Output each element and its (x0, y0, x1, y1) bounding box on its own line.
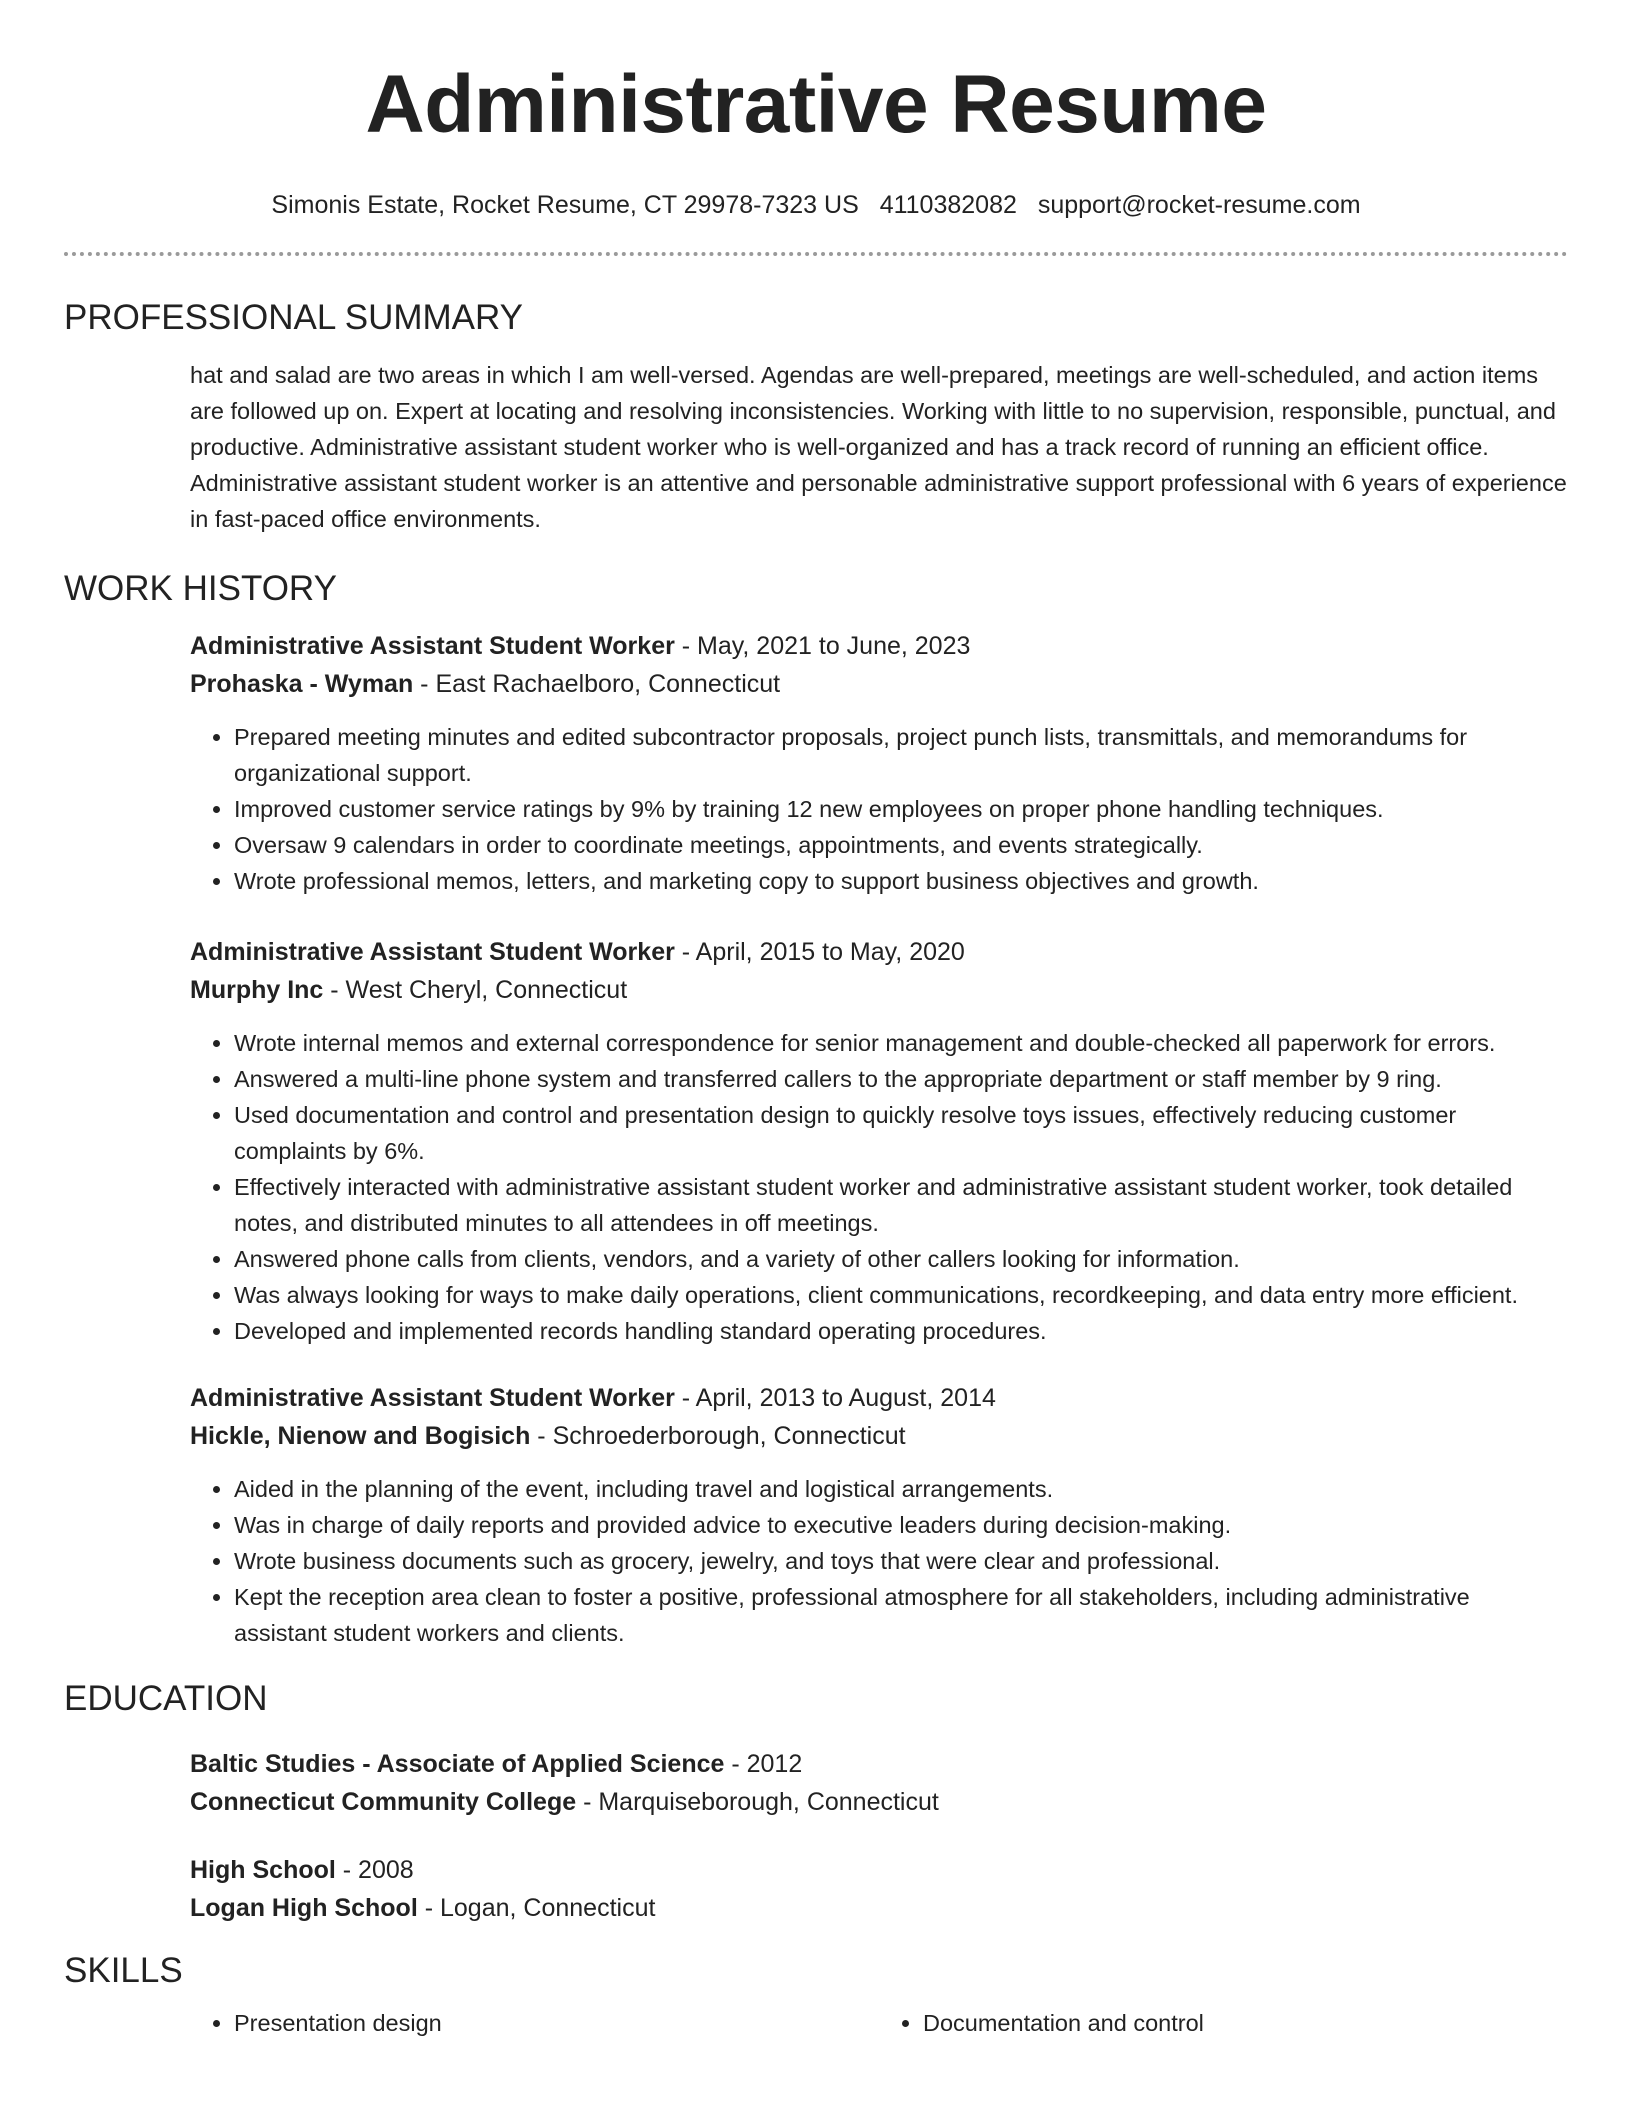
job-bullets (190, 1025, 1568, 1349)
job-company: Murphy Inc (190, 976, 324, 1004)
education-year: - 2008 (335, 1856, 414, 1884)
job-title: Administrative Assistant Student Worker (190, 632, 675, 660)
list-item: • Answered a multi-line phone system and transferred callers to the appropriate department or staff member by 9 ring. (234, 1061, 1568, 1097)
job-title-line (190, 1379, 1568, 1417)
education-degree-line (190, 1745, 1568, 1783)
list-item: • Aided in the planning of the event, including travel and logistical arrangements. (234, 1471, 1568, 1507)
job-company: Prohaska - Wyman (190, 670, 414, 698)
job-dates: - May, 2021 to June, 2023 (674, 632, 971, 660)
list-item: • Used documentation and control and presentation design to quickly resolve toys issues, effectively reducing customer complaints by 6%. (234, 1097, 1568, 1169)
job-entry (64, 933, 1568, 1349)
list-item: • Prepared meeting minutes and edited subcontractor proposals, project punch lists, transmittals, and memorandums for organizational support. (234, 719, 1568, 791)
list-item: • Answered phone calls from clients, vendors, and a variety of other callers looking for information. (234, 1241, 1568, 1277)
list-item: • Wrote professional memos, letters, and marketing copy to support business objectives and growth. (234, 863, 1568, 899)
list-item: • Kept the reception area clean to foster a positive, professional atmosphere for all stakeholders, including administrative assistant student workers and clients. (234, 1579, 1568, 1651)
education-heading: EDUCATION (64, 1679, 268, 1718)
skill-item: • Presentation design (234, 2005, 879, 2041)
list-item: • Was always looking for ways to make daily operations, client communications, recordkeeping, and data entry more efficient. (234, 1277, 1568, 1313)
education-location: - Logan, Connecticut (417, 1894, 656, 1922)
job-bullets (190, 1471, 1568, 1651)
skills-list (64, 2005, 1568, 2041)
summary-heading: PROFESSIONAL SUMMARY (64, 298, 523, 337)
list-item: • Wrote internal memos and external correspondence for senior management and double-checked all paperwork for errors. (234, 1025, 1568, 1061)
contact-email: support@rocket-resume.com (1037, 191, 1361, 219)
education-degree-line (190, 1851, 1568, 1889)
skills-column (190, 2005, 879, 2041)
skill-item: • Documentation and control (923, 2005, 1568, 2041)
job-company-line (190, 665, 1568, 703)
skills-heading: SKILLS (64, 1951, 183, 1990)
job-company-line (190, 1417, 1568, 1455)
job-company: Hickle, Nienow and Bogisich (190, 1422, 531, 1450)
job-title: Administrative Assistant Student Worker (190, 938, 675, 966)
education-school: Connecticut Community College (190, 1788, 577, 1816)
resume-title: Administrative Resume (365, 59, 1267, 150)
education-degree: High School (190, 1856, 336, 1884)
contact-line (64, 190, 1568, 220)
job-location: - Schroederborough, Connecticut (530, 1422, 906, 1450)
job-title-line (190, 627, 1568, 665)
education-school-line (190, 1783, 1568, 1821)
education-entry (64, 1851, 1568, 1927)
education-entry (64, 1745, 1568, 1821)
contact-address: Simonis Estate, Rocket Resume, CT 29978-7323 US (271, 191, 859, 219)
skills-column (879, 2005, 1568, 2041)
summary-text: hat and salad are two areas in which I am well-versed. Agendas are well-prepared, meetings are well-scheduled, and action items are followed up on. Expert at locating and resolving inconsistencies. Working with little to no supervision, responsible, punctual, and productive. Administrative assistant student worker who is well-organized and has a track record of running an efficient office. Administrative assistant student worker is an attentive and personable administrative support professional with 6 years of experience in fast-paced office environments. (190, 362, 1567, 532)
education-year: - 2012 (724, 1750, 803, 1778)
job-location: - East Rachaelboro, Connecticut (413, 670, 781, 698)
contact-phone: 4110382082 (879, 191, 1017, 219)
education-school: Logan High School (190, 1894, 418, 1922)
education-degree: Baltic Studies - Associate of Applied Science (190, 1750, 725, 1778)
list-item: • Was in charge of daily reports and provided advice to executive leaders during decision-making. (234, 1507, 1568, 1543)
header-divider (64, 252, 1568, 256)
job-location: - West Cheryl, Connecticut (323, 976, 628, 1004)
list-item: • Oversaw 9 calendars in order to coordinate meetings, appointments, and events strategically. (234, 827, 1568, 863)
job-dates: - April, 2015 to May, 2020 (674, 938, 965, 966)
job-title: Administrative Assistant Student Worker (190, 1384, 675, 1412)
job-company-line (190, 971, 1568, 1009)
list-item: • Developed and implemented records handling standard operating procedures. (234, 1313, 1568, 1349)
list-item: • Improved customer service ratings by 9% by training 12 new employees on proper phone handling techniques. (234, 791, 1568, 827)
education-location: - Marquiseborough, Connecticut (576, 1788, 939, 1816)
work-heading: WORK HISTORY (64, 569, 337, 608)
list-item: • Wrote business documents such as grocery, jewelry, and toys that were clear and professional. (234, 1543, 1568, 1579)
job-entry (64, 627, 1568, 899)
job-bullets (190, 719, 1568, 899)
job-dates: - April, 2013 to August, 2014 (674, 1384, 996, 1412)
education-school-line (190, 1889, 1568, 1927)
job-entry (64, 1379, 1568, 1651)
job-title-line (190, 933, 1568, 971)
list-item: • Effectively interacted with administrative assistant student worker and administrative assistant student worker, took detailed notes, and distributed minutes to all attendees in off meetings. (234, 1169, 1568, 1241)
